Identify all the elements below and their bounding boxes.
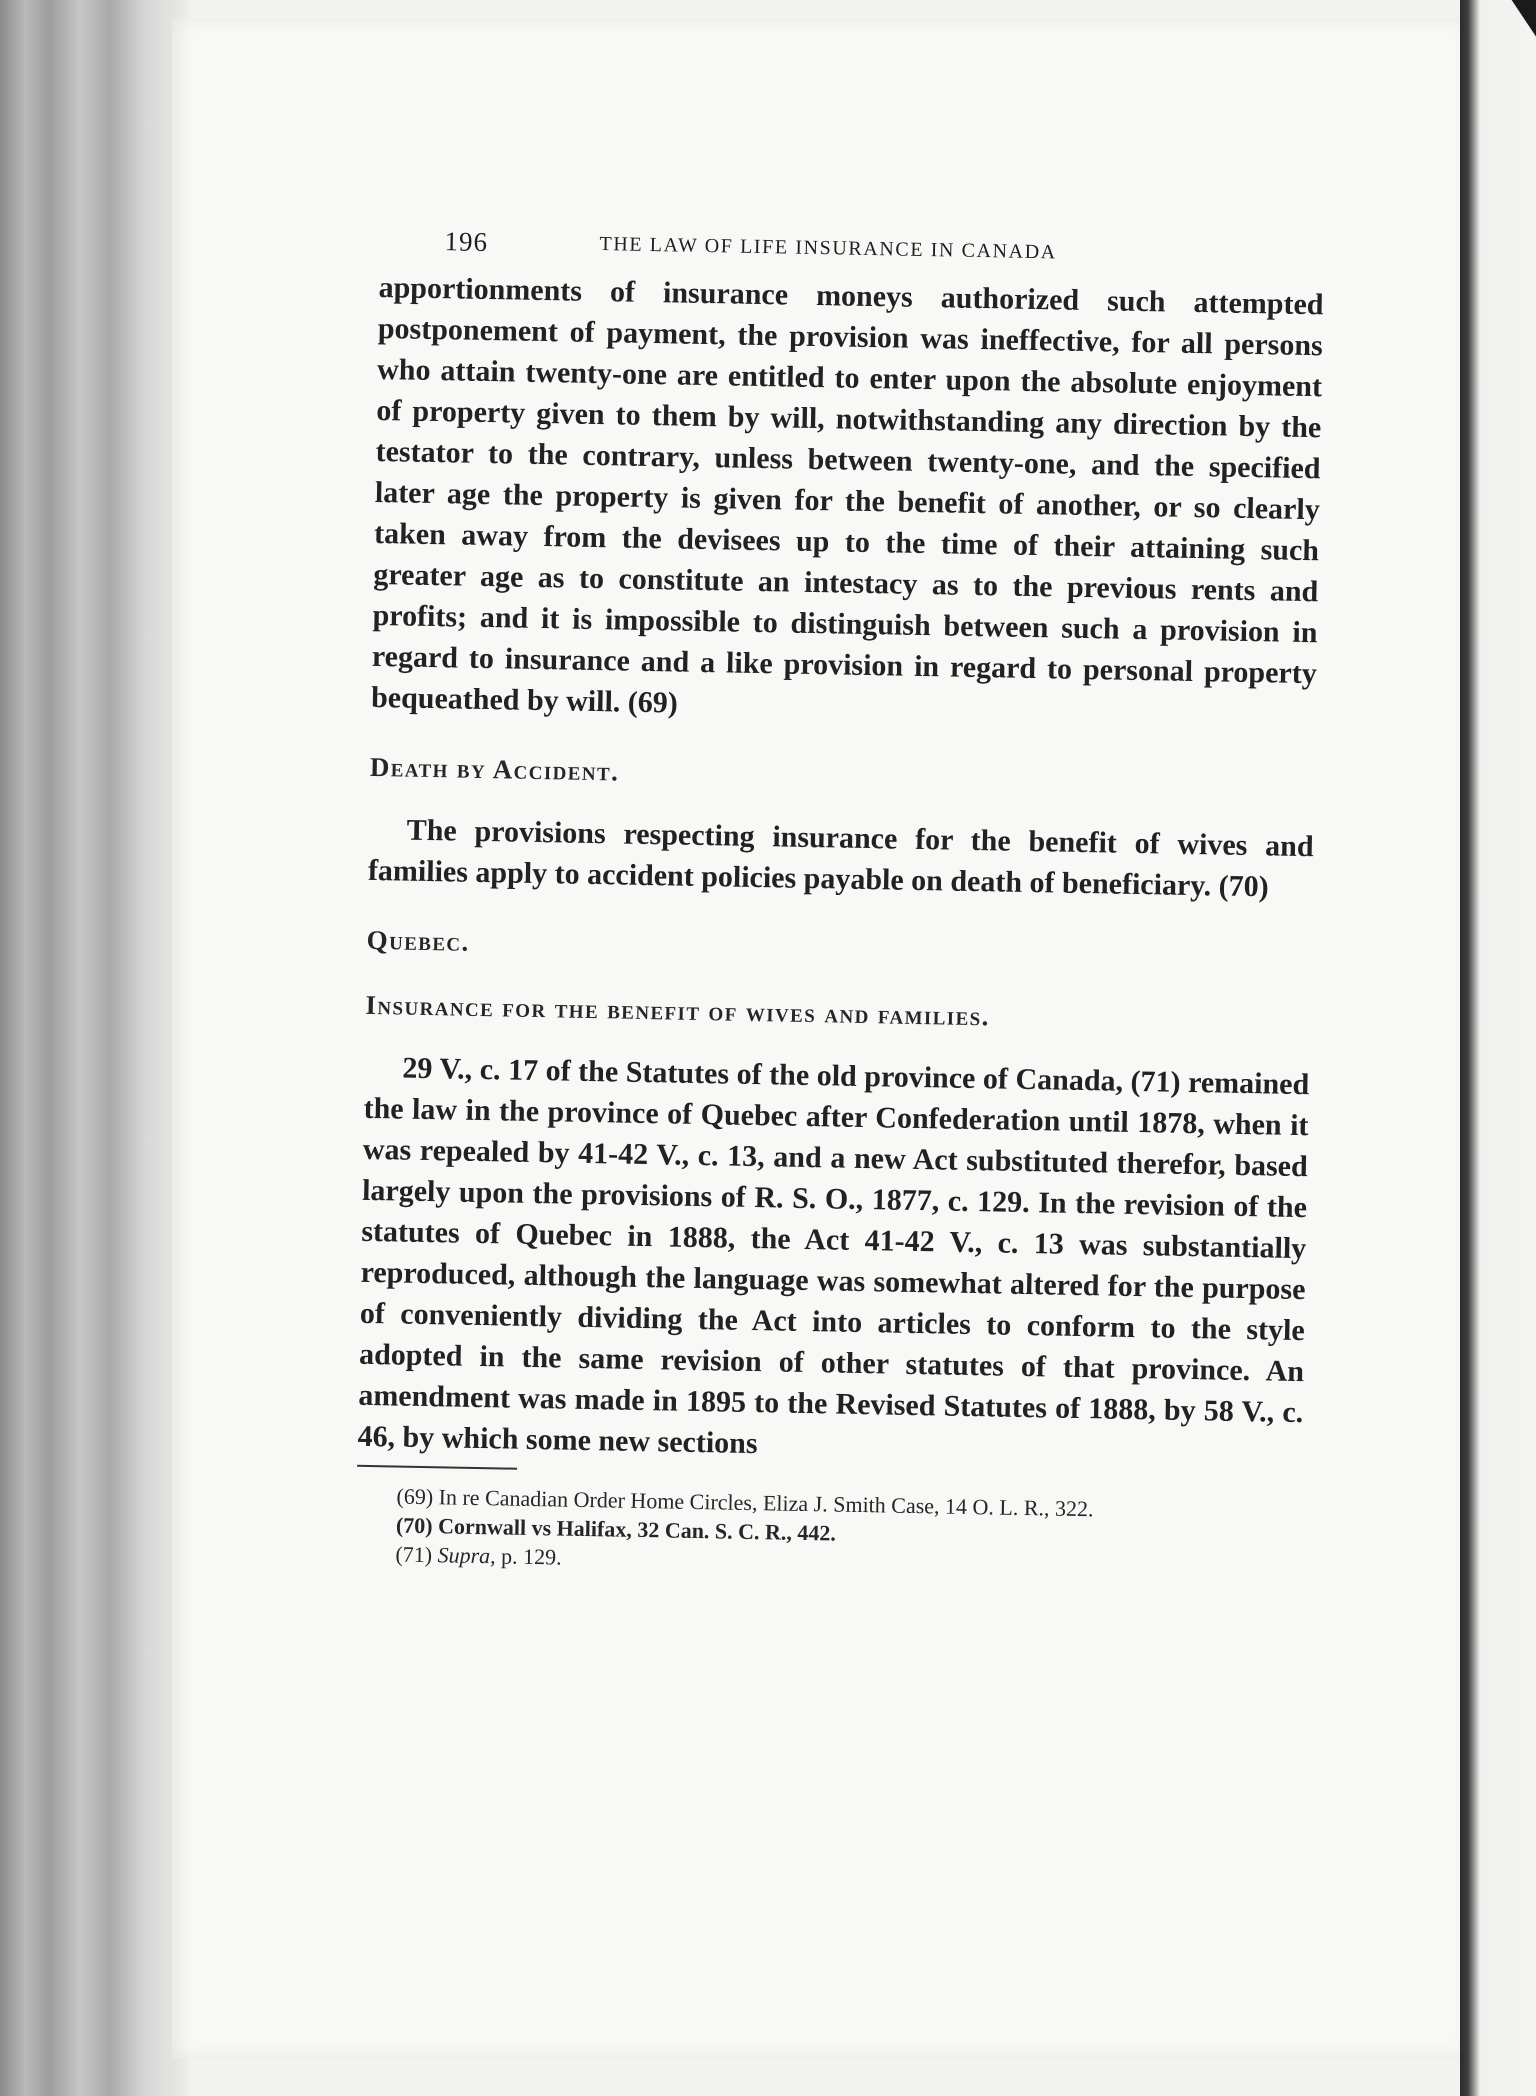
page-number: 196: [444, 226, 489, 257]
scan-corner-mark: [1496, 0, 1536, 60]
footnote-71-supra: Supra,: [437, 1542, 496, 1569]
running-head: THE LAW OF LIFE INSURANCE IN CANADA: [599, 233, 1057, 264]
footnote-71-page: p. 129.: [500, 1543, 562, 1570]
body-paragraph-3: 29 V., c. 17 of the Statutes of the old province of Canada, (71) remained the law in the province of Quebec after Confederation until 1878, when it was repealed by 41-42 V., c. 13, and a new Act substituted therefor, based largely upon the provisions of R. S. O., 1877, c. 129. In the revision of the statutes of Quebec in 1888, the Act 41-42 V., c. 13 was substantially reproduced, although the language was somewhat altered for the purpose of conveniently dividing the Act into articles to conform to the style adopted in the same revision of other statutes of that province. An amendment was made in 1895 to the Revised Statutes of 1888, by 58 V., c. 46, by which some new sections: [357, 1051, 1310, 1461]
section-heading-quebec: Quebec.: [366, 924, 470, 957]
body-paragraph-2: The provisions respecting insurance for the benefit of wives and families apply to accident policies payable on death of beneficiary. (70): [367, 813, 1314, 904]
footnote-70: (70) Cornwall vs Halifax, 32 Can. S. C. R., 442.: [395, 1512, 837, 1546]
section-heading-death-by-accident: Death by Accident.: [369, 751, 620, 787]
footnote-69: (69) In re Canadian Order Home Circles, Eliza J. Smith Case, 14 O. L. R., 322.: [396, 1483, 1094, 1522]
footnote-rule: [357, 1465, 517, 1470]
section-heading-insurance-wives-families: Insurance for the benefit of wives and families.: [365, 989, 991, 1032]
footnote-71-number: (71): [395, 1541, 433, 1568]
book-page-edges: [0, 0, 190, 2096]
page-text-block: [355, 215, 1325, 1585]
book-gutter-edge: [1460, 0, 1536, 2096]
body-paragraph-1: apportionments of insurance moneys authorized such attempted postponement of payment, the provision was ineffective, for all persons who attain twenty-one are entitled to enter upon the absolute enjoyment of property given to them by will, notwithstanding any direction by the testator to the contrary, unless between twenty-one, and the specified later age the property is given for the benefit of another, or so clearly taken away from the devisees up to the time of their attaining such greater age as to constitute an intestacy as to the previous rents and profits; and it is impossible to distinguish between such a provision in regard to insurance and a like provision in regard to personal property bequeathed by will. (69): [370, 270, 1324, 720]
